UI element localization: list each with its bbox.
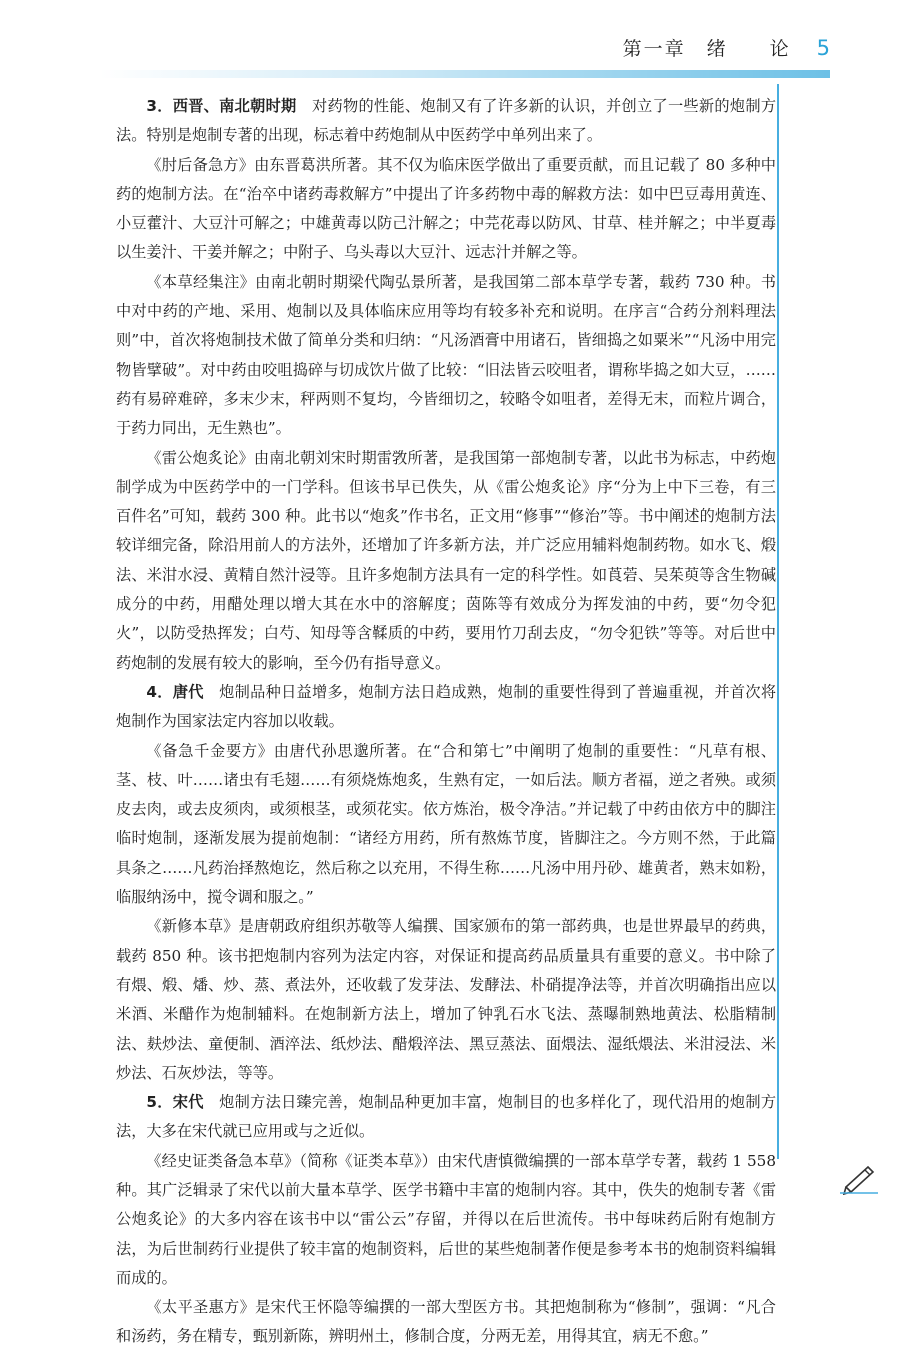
page-body [116,92,776,1352]
section-3-title: 3．西晋、南北朝时期 [146,97,297,115]
paragraph-zhouhou: 《肘后备急方》由东晋葛洪所著。其不仅为临床医学做出了重要贡献，而且记载了 80 多种中药的炮制方法。在“治卒中诸药毒救解方”中提出了许多药物中毒的解救方法：如中巴豆毒用黄连、小豆藿汁、大豆汁可解之；中雄黄毒以防己汁解之；中芫花毒以防风、甘草、桂并解之；中半夏毒以生姜汁、干姜并解之；中附子、乌头毒以大豆汁、远志汁并解之等。 [116,155,776,262]
section-4-title: 4．唐代 [146,682,204,701]
section-4-intro-text: 炮制品种日益增多，炮制方法日趋成熟，炮制的重要性得到了普遍重视，并首次将炮制作为国家法定内容加以收载。 [116,682,777,731]
section-5-title: 5．宋代 [146,1093,204,1112]
running-header [623,34,830,61]
paragraph-zhenglei: 《经史证类备急本草》（简称《证类本草》）由宋代唐慎微编撰的一部本草学专著，载药 1 558 种。其广泛辑录了宋代以前大量本草学、医学书籍中丰富的炮制内容。其中，佚失的炮制专著《雷公炮炙论》的大多内容在该书中以“雷公云”存留，并得以在后世流传。书中每味药后附有炮制方法，为后世制药行业提供了较丰富的炮制资料，后世的某些炮制著作便是参考本书的炮制资料编辑而成的。 [116,1151,776,1287]
margin-rule [777,84,779,1159]
paragraph-leigong: 《雷公炮炙论》由南北朝刘宋时期雷敩所著，是我国第一部炮制专著，以此书为标志，中药炮制学成为中医药学中的一门学科。但该书早已佚失，从《雷公炮炙论》序“分为上中下三卷，有三百件名”可知，载药 300 种。此书以“炮炙”作书名，正文用“修事”“修治”等。书中阐述的炮制方法较详细完备，除沿用前人的方法外，还增加了许多新方法，并广泛应用辅料炮制药物。如水飞、煅法、米泔水浸、黄精自然汁浸等。且许多炮制方法具有一定的科学性。如莨菪、吴茱萸等含生物碱成分的中药，用醋处理以增大其在水中的溶解度；茵陈等有效成分为挥发油的中药，要“勿令犯火”，以防受热挥发；白芍、知母等含鞣质的中药，要用竹刀刮去皮，“勿令犯铁”等等。对后世中药炮制的发展有较大的影响，至今仍有指导意义。 [116,448,776,672]
section-5-intro [116,1088,776,1147]
paragraph-qianjin: 《备急千金要方》由唐代孙思邈所著。在“合和第七”中阐明了炮制的重要性：“凡草有根、茎、枝、叶……诸虫有毛翅……有须烧炼炮炙，生熟有定，一如后法。顺方者福，逆之者殃。或须皮去肉，或去皮须肉，或须根茎，或须花实。依方炼治，极令净洁。”并记载了中药由依方中的脚注临时炮制，逐渐发展为提前炮制：“诸经方用药，所有熬炼节度，皆脚注之。今方则不然，于此篇具条之……凡药治择熬炮讫，然后称之以充用，不得生称……凡汤中用丹砂、雄黄者，熟末如粉，临服纳汤中，搅令调和服之。” [116,741,776,907]
paragraph-xinxiu: 《新修本草》是唐朝政府组织苏敬等人编撰、国家颁布的第一部药典，也是世界最早的药典，载药 850 种。该书把炮制内容列为法定内容，对保证和提高药品质量具有重要的意义。书中除了有煨、煅、燔、炒、蒸、煮法外，还收载了发芽法、发酵法、朴硝提净法等，并首次明确指出应以米酒、米醋作为炮制辅料。在炮制新方法上，增加了钟乳石水飞法、蒸曝制熟地黄法、松脂精制法、麸炒法、童便制、酒淬法、纸炒法、醋煅淬法、黑豆蒸法、面煨法、湿纸煨法、米泔浸法、米炒法、石灰炒法，等等。 [116,917,776,1082]
section-5-intro-text: 炮制方法日臻完善，炮制品种更加丰富，炮制目的也多样化了，现代沿用的炮制方法，大多在宋代就已应用或与之近似。 [116,1093,777,1141]
page-number: 5 [816,36,830,60]
pen-note-icon [838,1163,880,1195]
section-3-intro [116,92,776,151]
section-3-intro-text: 对药物的性能、炮制又有了许多新的认识，并创立了一些新的炮制方法。特别是炮制专著的出现，标志着中药炮制从中医药学中单列出来了。 [116,97,777,145]
section-4-intro [116,678,776,737]
header-rule [100,70,830,78]
paragraph-shenghui: 《太平圣惠方》是宋代王怀隐等编撰的一部大型医方书。其把炮制称为“修制”，强调：“凡合和汤药，务在精专，甄别新陈，辨明州土，修制合度，分两无差，用得其宜，病无不愈。” [116,1298,776,1346]
chapter-title: 第一章 绪 论 [622,38,791,60]
paragraph-bencao-jizhu: 《本草经集注》由南北朝时期梁代陶弘景所著，是我国第二部本草学专著，载药 730 种。书中对中药的产地、采用、炮制以及具体临床应用等均有较多补充和说明。在序言“合药分剂料理法则”中，首次将炮制技术做了简单分类和归纳：“凡汤酒膏中用诸石，皆细捣之如粟米”“凡汤中用完物皆擘破”。对中药由咬咀捣碎与切成饮片做了比较：“旧法皆云咬咀者，谓称毕捣之如大豆，……药有易碎难碎，多末少末，秤两则不复均，今皆细切之，较略令如咀者，差得无末，而粒片调合，于药力同出，无生熟也”。 [116,272,776,438]
